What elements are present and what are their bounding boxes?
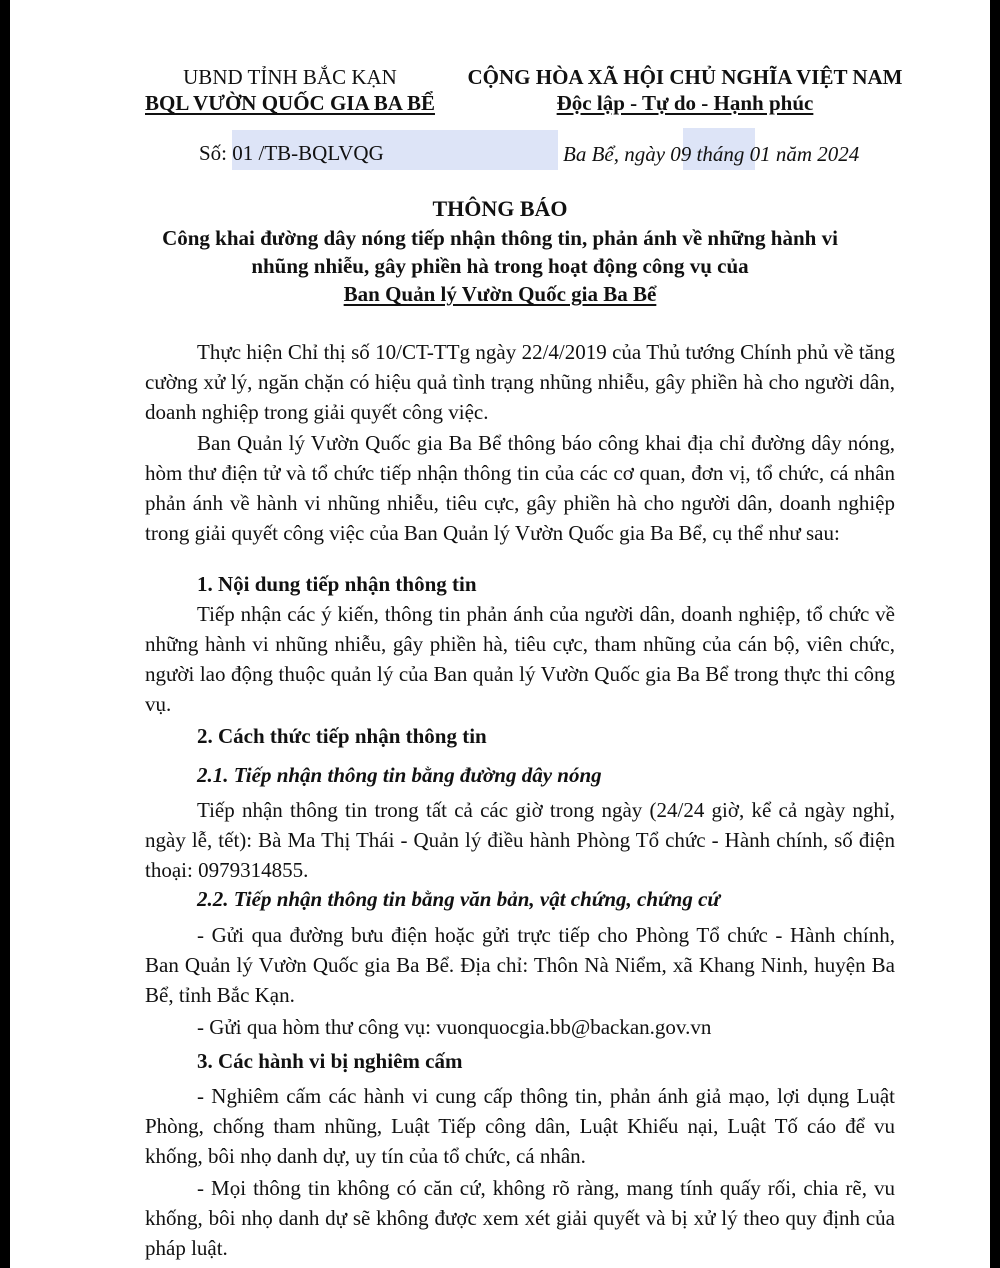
section-2-heading: 2. Cách thức tiếp nhận thông tin	[197, 724, 487, 748]
nation-title: CỘNG HÒA XÃ HỘI CHỦ NGHĨA VIỆT NAM	[467, 65, 903, 89]
section-2-2-paragraph-1: - Gửi qua đường bưu điện hoặc gửi trực tiếp cho Phòng Tổ chức - Hành chính, Ban Quản lý Vườn Quốc gia Ba Bể. Địa chỉ: Thôn Nà Niểm, xã Khang Ninh, huyện Ba Bể, tỉnh Bắc Kạn.	[145, 923, 895, 1007]
doc-number-value: 01	[232, 141, 254, 165]
doc-subtitle-line2: nhũng nhiễu, gây phiền hà trong hoạt động công vụ của	[251, 254, 749, 278]
section-2-2-heading: 2.2. Tiếp nhận thông tin bằng văn bản, vật chứng, chứng cứ	[197, 887, 720, 911]
section-2-2-paragraph-2: - Gửi qua hòm thư công vụ: vuonquocgia.bb@backan.gov.vn	[197, 1015, 712, 1039]
section-2-1-heading: 2.1. Tiếp nhận thông tin bằng đường dây nóng	[197, 763, 602, 787]
motto-text: Độc lập - Tự do - Hạnh phúc	[556, 91, 814, 115]
date-day: 09	[670, 142, 692, 166]
paragraph-intro: Thực hiện Chỉ thị số 10/CT-TTg ngày 22/4/2019 của Thủ tướng Chính phủ về tăng cường xử lý, ngăn chặn có hiệu quả tình trạng nhũng nhiễu, gây phiền hà cho người dân, doanh nghiệp trong giải quyết công việc.	[145, 340, 895, 424]
document-page	[10, 0, 990, 1268]
agency-name	[140, 90, 440, 116]
doc-subtitle-line3	[10, 280, 990, 308]
doc-number-code: /TB-BQLVQG	[258, 141, 384, 165]
section-3-paragraph-1: - Nghiêm cấm các hành vi cung cấp thông tin, phản ánh giả mạo, lợi dụng Luật Phòng, chống tham nhũng, Luật Tiếp công dân, Luật Khiếu nại, Luật Tố cáo để vu khống, bôi nhọ danh dự, uy tín của tổ chức, cá nhân.	[145, 1084, 895, 1168]
paragraph-announcement: Ban Quản lý Vườn Quốc gia Ba Bể thông báo công khai địa chỉ đường dây nóng, hòm thư điện tử và tổ chức tiếp nhận thông tin của các cơ quan, đơn vị, tổ chức, cá nhân phản ánh về hành vi nhũng nhiễu, tiêu cực, gây phiền hà cho người dân, doanh nghiệp trong giải quyết công việc của Ban Quản lý Vườn Quốc gia Ba Bể, cụ thể như sau:	[145, 431, 895, 545]
agency-top: UBND TỈNH BẮC KẠN	[183, 65, 397, 89]
section-1-paragraph: Tiếp nhận các ý kiến, thông tin phản ánh của người dân, doanh nghiệp, tổ chức về những hành vi nhũng nhiễu, gây phiền hà, tiêu cực, tham nhũng của cán bộ, viên chức, người lao động thuộc quản lý của Ban quản lý Vườn Quốc gia Ba Bể trong thực thi công vụ.	[145, 602, 895, 716]
date-suffix: tháng 01 năm 2024	[696, 142, 860, 166]
doc-subtitle-line3-text: Ban Quản lý Vườn Quốc gia Ba Bể	[343, 282, 657, 306]
date-prefix: Ba Bể, ngày	[563, 142, 666, 166]
doc-date	[563, 141, 859, 167]
doc-title: THÔNG BÁO	[432, 196, 568, 221]
section-3-paragraph-2: - Mọi thông tin không có căn cứ, không rõ ràng, mang tính quấy rối, chia rẽ, vu khống, bôi nhọ danh dự sẽ không được xem xét giải quyết và bị xử lý theo quy định của pháp luật.	[145, 1176, 895, 1260]
doc-subtitle-line1: Công khai đường dây nóng tiếp nhận thông tin, phản ánh về những hành vi	[162, 226, 838, 250]
agency-name-text: BQL VƯỜN QUỐC GIA BA BỂ	[145, 91, 435, 115]
section-2-1-paragraph: Tiếp nhận thông tin trong tất cả các giờ trong ngày (24/24 giờ, kể cả ngày nghỉ, ngày lễ, tết): Bà Ma Thị Thái - Quản lý điều hành Phòng Tổ chức - Hành chính, số điện thoại: 0979314855.	[145, 798, 895, 882]
section-1-heading: 1. Nội dung tiếp nhận thông tin	[197, 572, 477, 596]
doc-number-label: Số:	[199, 141, 228, 165]
doc-number	[199, 140, 384, 166]
section-3-heading: 3. Các hành vi bị nghiêm cấm	[197, 1049, 463, 1073]
motto	[455, 90, 915, 116]
